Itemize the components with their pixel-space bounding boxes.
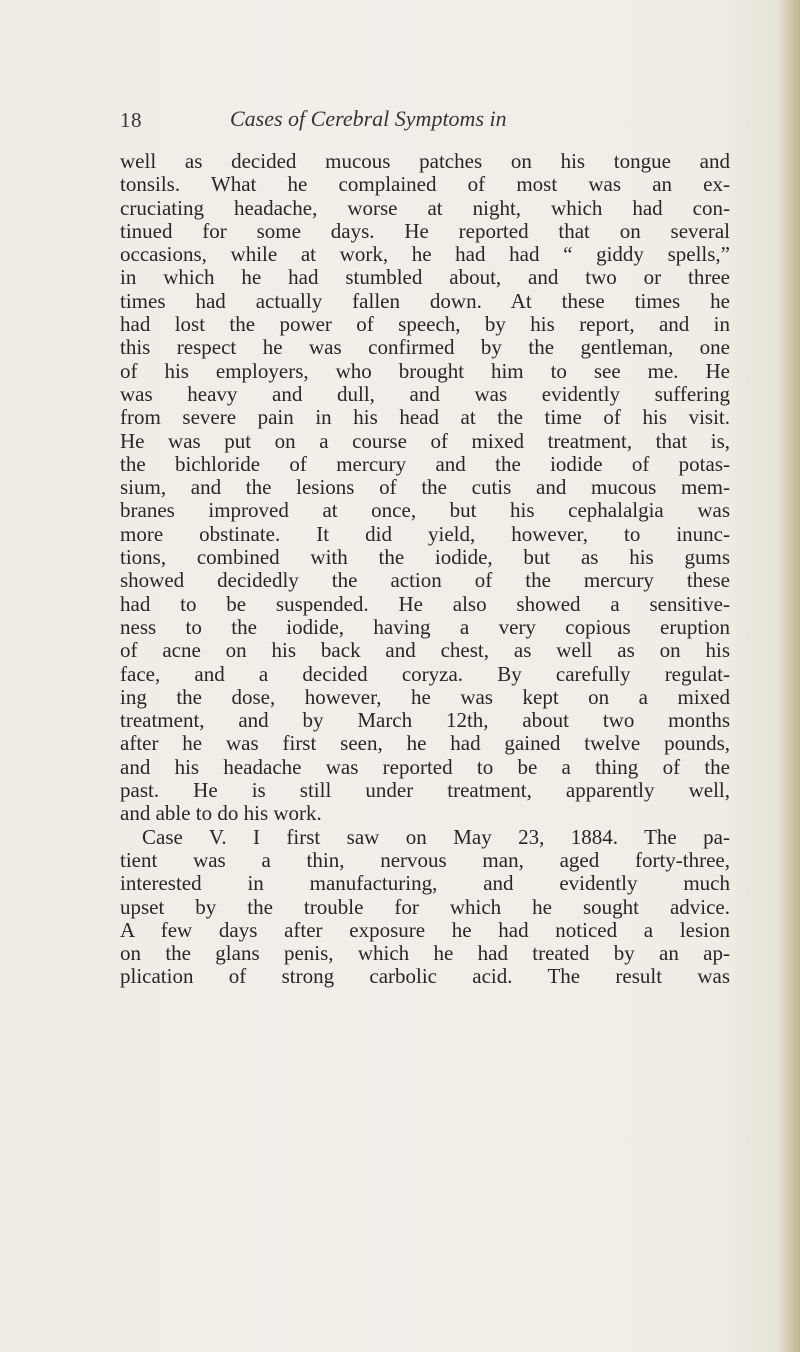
text-line: cruciating headache, worse at night, which had con- <box>120 195 730 220</box>
text-line: had lost the power of speech, by his report, and in <box>120 312 730 337</box>
text-line: ing the dose, however, he was kept on a mixed <box>120 684 730 709</box>
text-line: past. He is still under treatment, apparently well, <box>120 778 730 803</box>
page-number: 18 <box>120 108 142 132</box>
running-head: Cases of Cerebral Symptoms in <box>230 106 507 131</box>
text-line: A few days after exposure he had noticed a lesion <box>120 917 730 942</box>
text-line: tinued for some days. He reported that on several <box>120 218 730 243</box>
text-line: tonsils. What he complained of most was an ex- <box>120 172 730 197</box>
case-heading-line: Case V. I first saw on May 23, 1884. The pa- <box>142 824 730 849</box>
text-line: the bichloride of mercury and the iodide of potas- <box>120 451 730 476</box>
text-line: tient was a thin, nervous man, aged forty-three, <box>120 847 730 872</box>
text-line: He was put on a course of mixed treatment, that is, <box>120 428 730 453</box>
text-line: in which he had stumbled about, and two or three <box>120 265 730 290</box>
text-line: tions, combined with the iodide, but as his gums <box>120 545 730 570</box>
text-line: face, and a decided coryza. By carefully regulat- <box>120 661 730 686</box>
text-line: this respect he was confirmed by the gentleman, one <box>120 335 730 360</box>
text-line: more obstinate. It did yield, however, to inunc- <box>120 521 730 546</box>
page-header <box>120 108 720 140</box>
text-line: well as decided mucous patches on his tongue and <box>120 149 730 173</box>
text-line: of his employers, who brought him to see me. He <box>120 358 730 383</box>
text-line: occasions, while at work, he had had “ giddy spells,” <box>120 242 730 267</box>
text-line: showed decidedly the action of the mercury these <box>120 568 730 593</box>
text-line: and his headache was reported to be a thing of the <box>120 754 730 779</box>
text-line: on the glans penis, which he had treated by an ap- <box>120 941 730 966</box>
text-line: upset by the trouble for which he sought advice. <box>120 894 730 919</box>
paragraph-end-line: and able to do his work. <box>120 801 322 826</box>
text-line: branes improved at once, but his cephalalgia was <box>120 498 730 523</box>
text-line: interested in manufacturing, and evidently much <box>120 871 730 896</box>
text-line: was heavy and dull, and was evidently suffering <box>120 381 730 406</box>
text-line: sium, and the lesions of the cutis and mucous mem- <box>120 475 730 500</box>
body-text <box>120 150 730 989</box>
text-line: after he was first seen, he had gained twelve pounds, <box>120 731 730 756</box>
page-edge-shadow <box>778 0 800 1352</box>
text-line: had to be suspended. He also showed a sensitive- <box>120 591 730 616</box>
text-line: times had actually fallen down. At these times he <box>120 288 730 313</box>
text-line: of acne on his back and chest, as well as on his <box>120 638 730 663</box>
text-line: plication of strong carbolic acid. The result was <box>120 964 730 989</box>
text-line: from severe pain in his head at the time of his visit. <box>120 405 730 430</box>
text-line: treatment, and by March 12th, about two months <box>120 708 730 733</box>
text-line: ness to the iodide, having a very copious eruption <box>120 614 730 639</box>
